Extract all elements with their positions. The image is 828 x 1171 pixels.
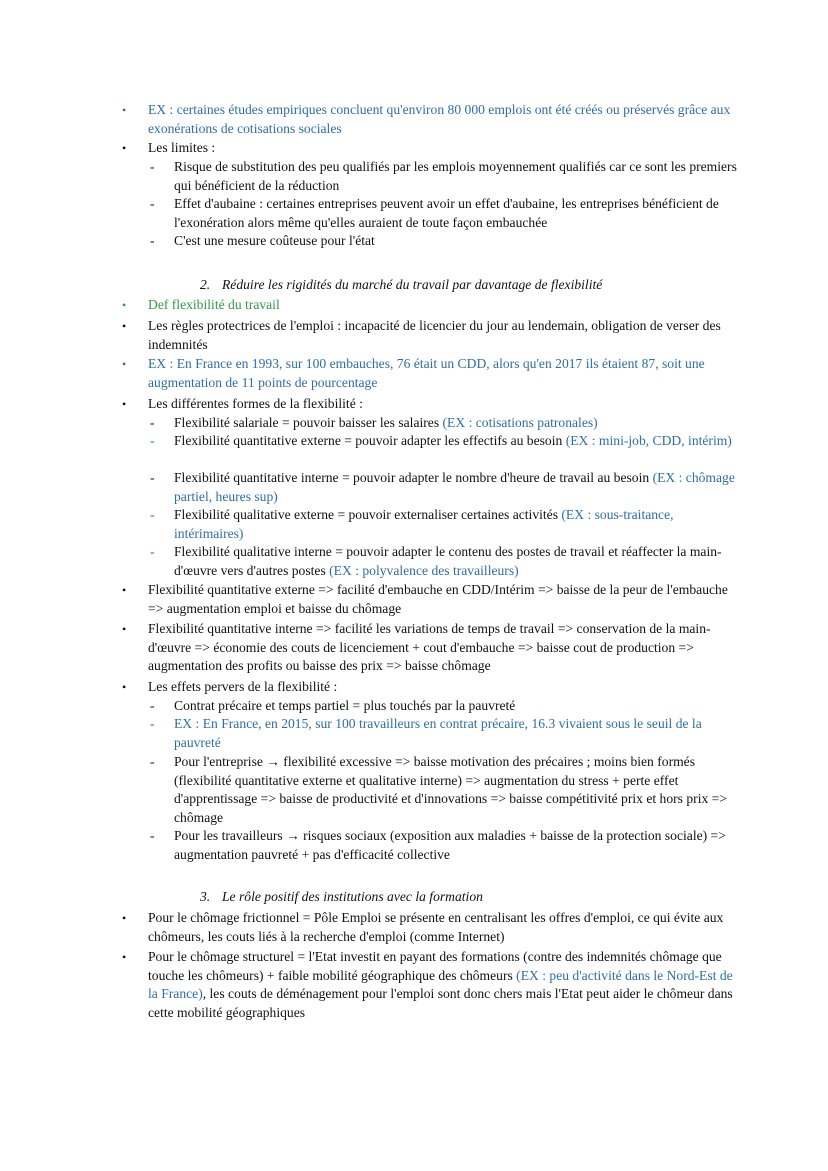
- bullet-text: Flexibilité quantitative externe => facilité d'embauche en CDD/Intérim => baisse de la peur de l'embauche => augmentation emploi et baisse du chômage: [148, 582, 728, 616]
- bullet-icon: •: [122, 911, 127, 925]
- dash-icon: -: [150, 828, 155, 843]
- dash-example: (EX : cotisations patronales): [442, 415, 598, 430]
- bullet-text: Les limites :: [148, 140, 216, 155]
- bullet-icon: •: [122, 622, 127, 636]
- dash-text: Flexibilité quantitative externe = pouvoir adapter les effectifs au besoin: [174, 433, 566, 448]
- bullet-icon: •: [122, 357, 127, 371]
- dash-text: Flexibilité qualitative interne = pouvoir adapter le contenu des postes de travail et réaffecter la main-d'œuvre vers d'autres postes: [174, 544, 722, 578]
- dash-icon: -: [150, 470, 155, 485]
- dash-icon: -: [150, 507, 155, 522]
- dash-text: Risque de substitution des peu qualifiés par les emplois moyennement qualifiés car ce sont les premiers qui bénéficient de la réduction: [174, 159, 737, 193]
- bullet-icon: •: [122, 319, 127, 333]
- dash-text: Flexibilité qualitative externe = pouvoir externaliser certaines activités: [174, 507, 562, 522]
- dash-example: (EX : sous-traitance, intérimaires): [174, 507, 674, 541]
- bullet-text: Pour le chômage structurel = l'Etat investit en payant des formations (contre des indemnités chômage que touche les chômeurs) + faible mobilité géographique des chômeurs: [148, 949, 722, 983]
- bullet-icon: •: [122, 680, 127, 694]
- bullet-text: Pour le chômage frictionnel = Pôle Emploi se présente en centralisant les offres d'emploi, ce qui évite aux chômeurs, les couts liés à la recherche d'emploi (comme Internet): [148, 910, 724, 944]
- dash-icon: -: [150, 415, 155, 430]
- dash-text: Pour l'entreprise → flexibilité excessive => baisse motivation des précaires ; moins bien formés (flexibilité quantitative externe et qualitative interne) => augmentation du stress + perte effet d'apprentissage => baisse de productivité et d'innovations => baisse compétitivité prix et hors prix => chômage: [174, 754, 727, 825]
- dash-text: Flexibilité quantitative interne = pouvoir adapter le nombre d'heure de travail au besoin: [174, 470, 653, 485]
- bullet-icon: •: [122, 141, 127, 155]
- dash-example: (EX : mini-job, CDD, intérim): [565, 433, 732, 448]
- dash-example: (EX : polyvalence des travailleurs): [329, 562, 519, 578]
- bullet-text-continued: , les couts de déménagement pour l'emploi sont donc chers mais l'Etat peut aider le chômeur dans cette mobilité géographiques: [148, 986, 733, 1020]
- heading-number: 2.: [200, 277, 211, 292]
- bullet-text: Les différentes formes de la flexibilité :: [148, 396, 363, 411]
- bullet-text: Def flexibilité du travail: [148, 297, 280, 312]
- section-heading-3: [200, 888, 760, 907]
- dash-icon: -: [150, 544, 155, 559]
- bullet-text: EX : certaines études empiriques concluent qu'environ 80 000 emplois ont été créés ou préservés grâce aux exonérations de cotisations sociales: [148, 102, 731, 136]
- dash-text: Contrat précaire et temps partiel = plus touchés par la pauvreté: [174, 698, 516, 713]
- section-heading-2: [200, 276, 760, 295]
- dash-icon: -: [150, 754, 155, 769]
- dash-text: Pour les travailleurs → risques sociaux (exposition aux maladies + baisse de la protection sociale) => augmentation pauvreté + pas d'efficacité collective: [174, 828, 726, 862]
- bullet-text: Les règles protectrices de l'emploi : incapacité de licencier du jour au lendemain, obligation de verser des indemnités: [148, 318, 721, 352]
- dash-icon: -: [150, 159, 155, 174]
- heading-text: Réduire les rigidités du marché du travail par davantage de flexibilité: [222, 277, 603, 292]
- bullet-text: Les effets pervers de la flexibilité :: [148, 679, 338, 694]
- bullet-text: Flexibilité quantitative interne => facilité les variations de temps de travail => conservation de la main-d'œuvre => économie des couts de licenciement + cout d'embauche => baisse cout de production => augmentation des profits ou baisse des prix => baisse chômage: [148, 621, 711, 674]
- dash-icon: -: [150, 698, 155, 713]
- bullet-icon: •: [122, 397, 127, 411]
- bullet-icon: •: [122, 103, 127, 117]
- dash-icon: -: [150, 716, 155, 731]
- dash-text: Effet d'aubaine : certaines entreprises peuvent avoir un effet d'aubaine, les entreprises bénéficient de l'exonération alors même qu'elles auraient de toute façon embauchée: [174, 196, 719, 230]
- dash-text: EX : En France, en 2015, sur 100 travailleurs en contrat précaire, 16.3 vivaient sous le seuil de la pauvreté: [174, 716, 702, 750]
- bullet-text: EX : En France en 1993, sur 100 embauches, 76 était un CDD, alors qu'en 2017 ils étaient 87, soit une augmentation de 11 points de pourcentage: [148, 356, 705, 390]
- bullet-icon: •: [122, 583, 127, 597]
- bullet-icon: •: [122, 298, 127, 312]
- heading-number: 3.: [200, 889, 211, 904]
- bullet-example: (EX : peu d'activité dans le Nord-Est de la France): [148, 967, 733, 1002]
- dash-icon: -: [150, 233, 155, 248]
- dash-example: (EX : chômage partiel, heures sup): [174, 470, 735, 504]
- dash-text: C'est une mesure coûteuse pour l'état: [174, 233, 375, 248]
- bullet-icon: •: [122, 950, 127, 964]
- dash-icon: -: [150, 433, 155, 448]
- heading-text: Le rôle positif des institutions avec la formation: [222, 889, 483, 904]
- dash-text: Flexibilité salariale = pouvoir baisser les salaires: [174, 415, 443, 430]
- dash-icon: -: [150, 196, 155, 211]
